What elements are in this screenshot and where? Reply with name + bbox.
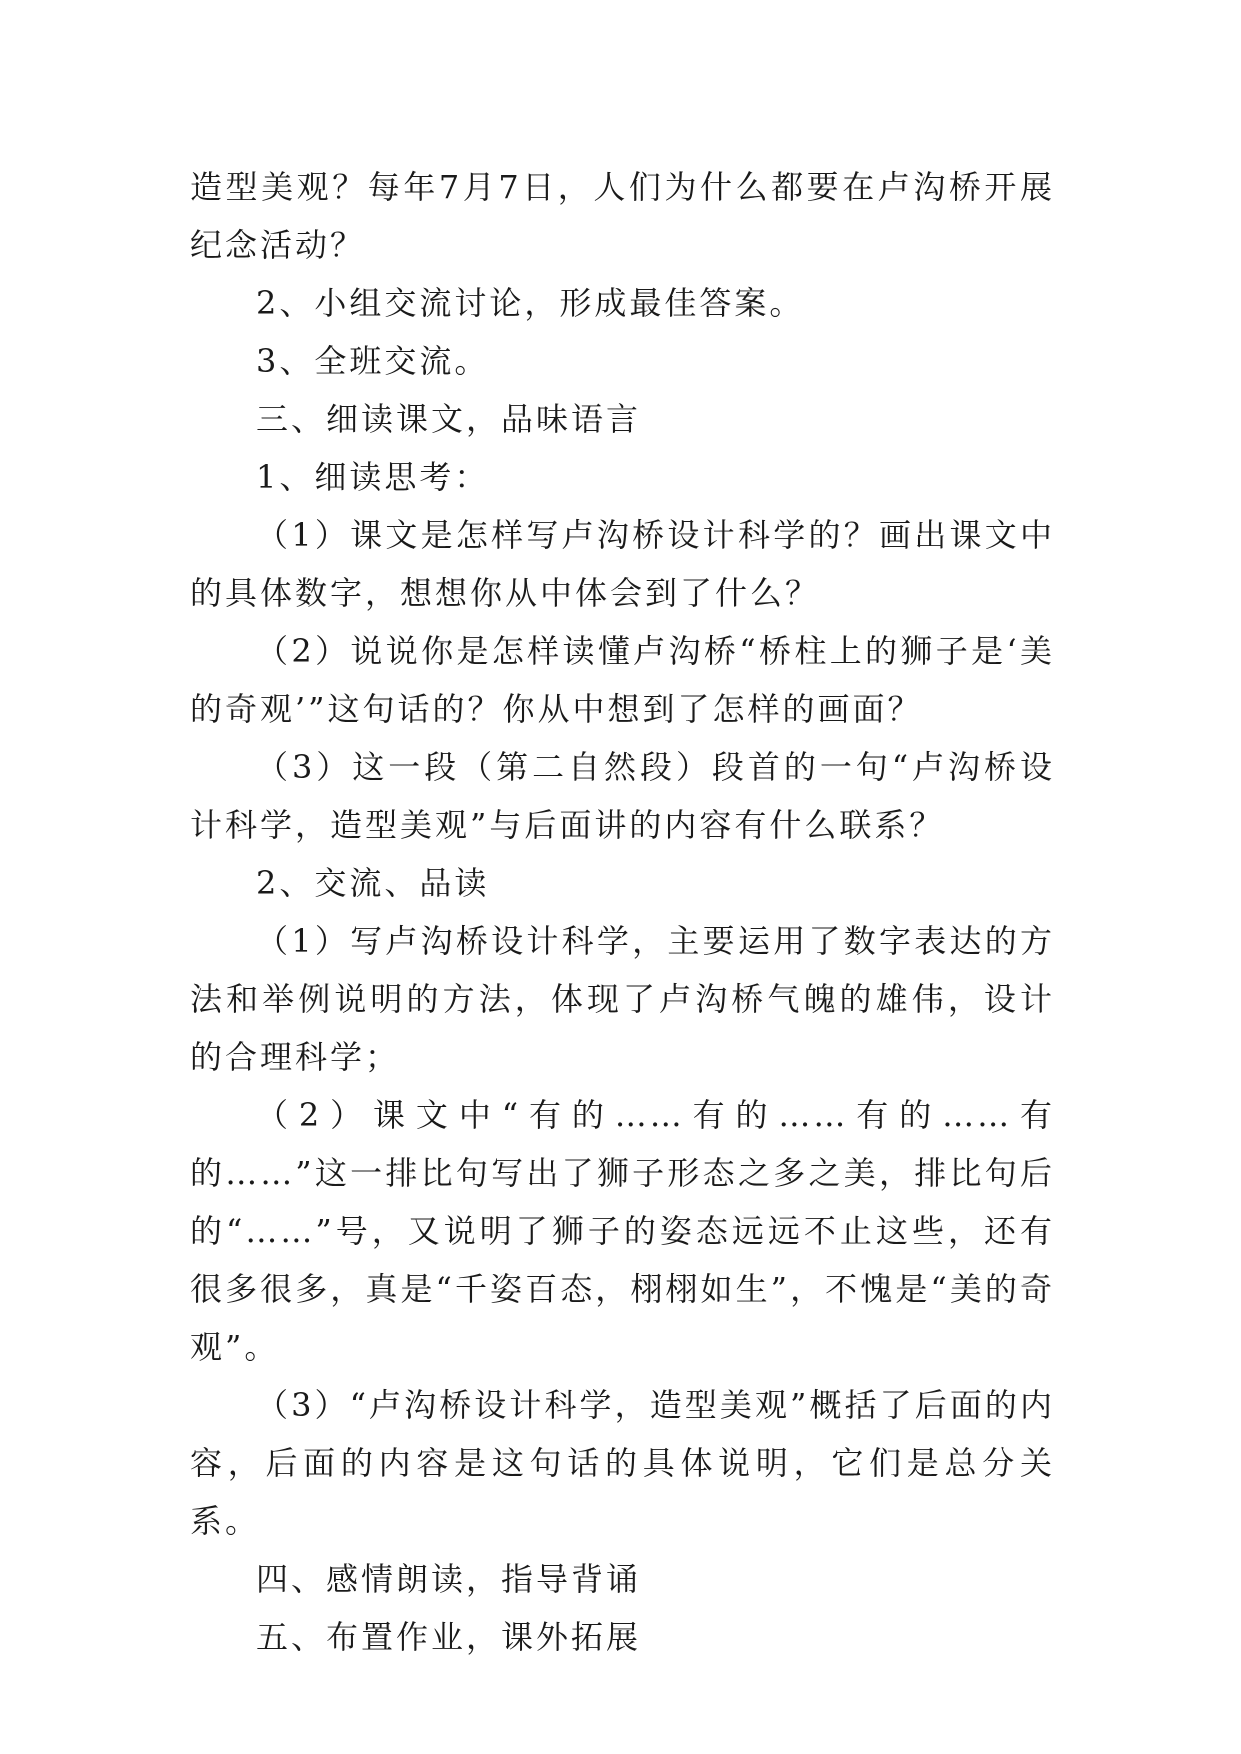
- question-1: （1）课文是怎样写卢沟桥设计科学的？画出课文中的具体数字，想想你从中体会到了什么？: [190, 516, 1055, 612]
- answer-2: （2）课文中“有的……有的……有的……有的……”这一排比句写出了狮子形态之多之美，排比句后的“……”号，又说明了狮子的姿态远远不止这些，还有很多很多，真是“千姿百态，栩栩如生”，不愧是“美的奇观”。: [190, 1096, 1055, 1366]
- paragraph-step-2-group-discussion: 2、小组交流讨论，形成最佳答案。: [256, 284, 805, 322]
- paragraph-exchange-reading: 2、交流、品读: [256, 864, 490, 902]
- document-body: [190, 158, 1055, 1666]
- section-heading-four: 四、感情朗读，指导背诵: [256, 1560, 642, 1598]
- answer-1: （1）写卢沟桥设计科学，主要运用了数字表达的方法和举例说明的方法，体现了卢沟桥气魄的雄伟，设计的合理科学；: [190, 922, 1055, 1076]
- answer-3: （3）“卢沟桥设计科学，造型美观”概括了后面的内容，后面的内容是这句话的具体说明，它们是总分关系。: [190, 1386, 1055, 1540]
- question-3: （3）这一段（第二自然段）段首的一句“卢沟桥设计科学，造型美观”与后面讲的内容有什么联系？: [190, 748, 1055, 844]
- paragraph-close-reading-prompt: 1、细读思考：: [256, 458, 490, 496]
- section-heading-three: 三、细读课文，品味语言: [256, 400, 642, 438]
- paragraph-step-3-class-exchange: 3、全班交流。: [256, 342, 490, 380]
- section-heading-five: 五、布置作业，课外拓展: [256, 1618, 642, 1656]
- question-2: （2）说说你是怎样读懂卢沟桥“桥柱上的狮子是‘美的奇观’”这句话的？你从中想到了怎样的画面？: [190, 632, 1055, 728]
- paragraph-continuation: 造型美观？每年7月7日，人们为什么都要在卢沟桥开展纪念活动？: [190, 168, 1055, 264]
